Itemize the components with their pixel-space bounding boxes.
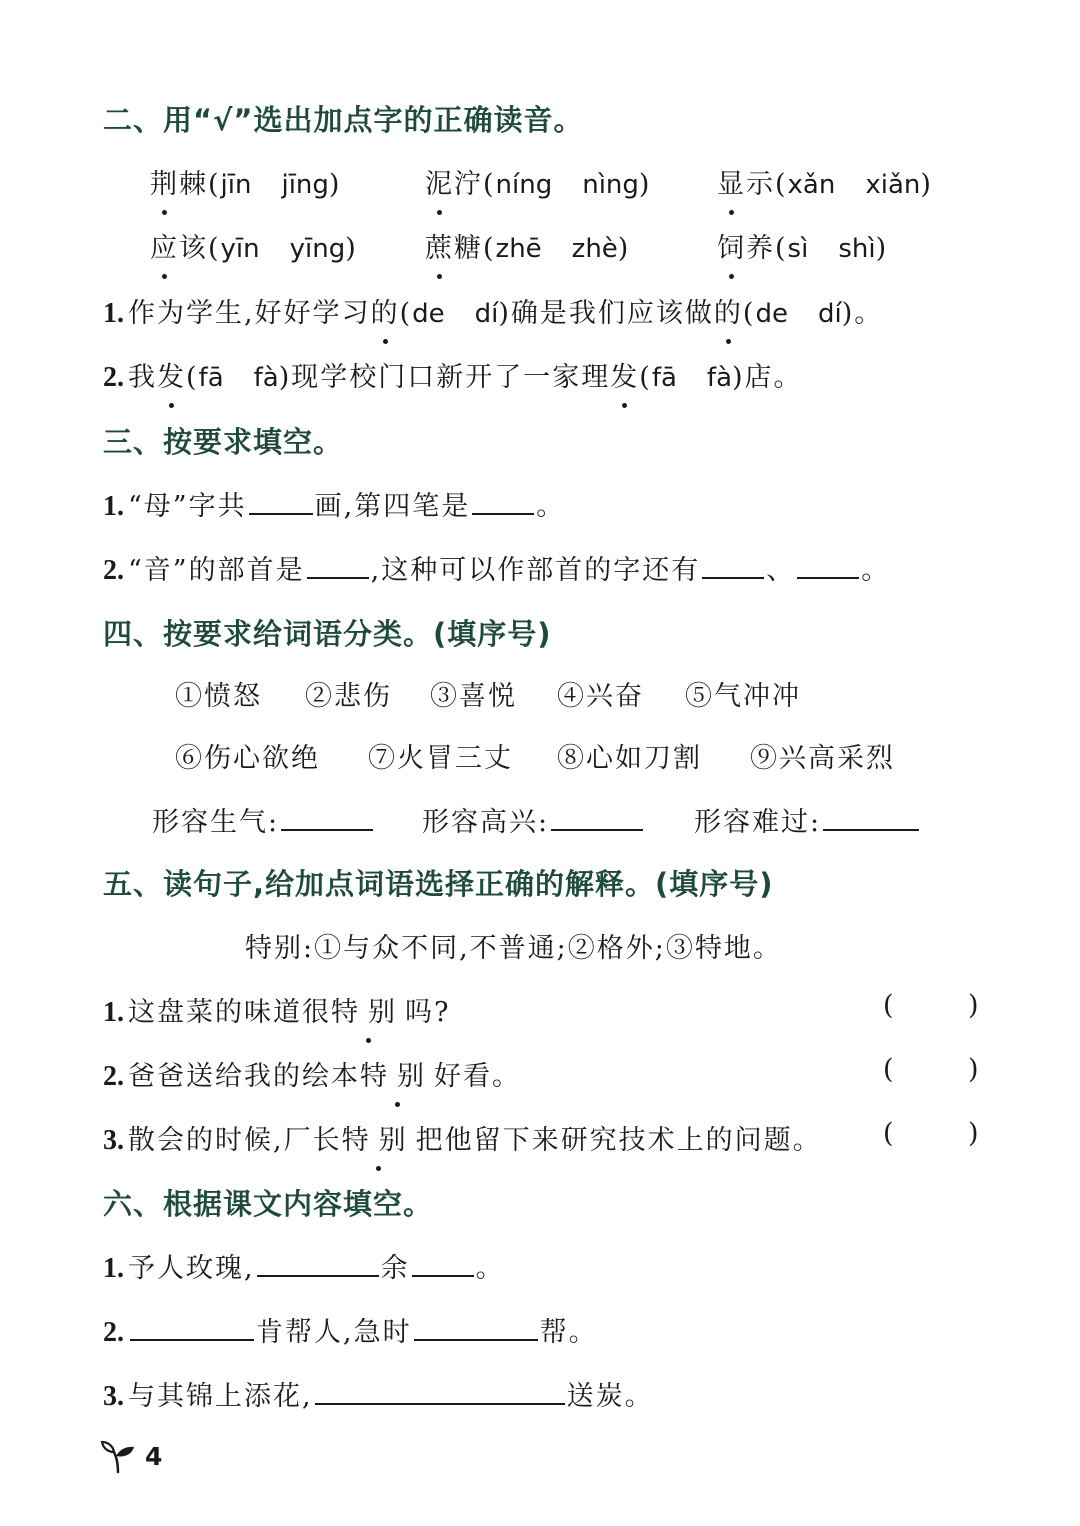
pinyin-option[interactable]: fà	[706, 363, 733, 393]
definition: 特别:①与众不同,不普通;②格外;③特地。	[245, 933, 782, 964]
category-sad: 形容难过:	[694, 800, 921, 839]
question: 2. 爸爸送给我的绘本特别好看。	[103, 1054, 521, 1093]
answer-blank[interactable]	[257, 1251, 379, 1277]
question: 2. 我发(fā fà)现学校门口新开了一家理发(fā fà)店。	[103, 355, 803, 394]
word-item: ⑤气冲冲	[685, 681, 801, 712]
answer-paren-close: )	[968, 990, 979, 1021]
question: 2. “音”的部首是 ,这种可以作部首的字还有 、 。	[103, 555, 891, 586]
dotted-char: 荆	[150, 162, 179, 201]
word-item: ④兴奋	[557, 681, 644, 712]
category-happy: 形容高兴:	[422, 800, 645, 839]
section-2-heading: 二、用“√”选出加点字的正确读音。	[103, 103, 584, 137]
dotted-char: 显	[717, 162, 746, 201]
answer-blank[interactable]	[414, 1315, 538, 1341]
pinyin-option[interactable]: shì	[838, 234, 876, 264]
word-item: ①愤怒	[175, 681, 262, 712]
pinyin-item: 荆棘(jīn jīng)	[150, 162, 341, 201]
pinyin-option[interactable]: xǎn	[787, 170, 836, 200]
pinyin-option[interactable]: fà	[253, 363, 279, 393]
pinyin-option[interactable]: dí	[474, 299, 499, 329]
pinyin-option[interactable]: fā	[198, 363, 224, 393]
question: 1. 予人玫瑰, 余 。	[103, 1253, 505, 1284]
word-item: ③喜悦	[430, 681, 517, 712]
pinyin-option[interactable]: dí	[817, 299, 842, 329]
pinyin-item: 饲养(sì shì)	[717, 226, 888, 265]
dotted-char: 饲	[717, 226, 746, 265]
word-item: ⑨兴高采烈	[750, 743, 895, 774]
pinyin-item: 泥泞(níng nìng)	[425, 162, 651, 201]
pinyin-option[interactable]: níng	[495, 170, 553, 200]
word-item: ⑦火冒三丈	[368, 743, 513, 774]
question: 1. 作为学生,好好学习的(de dí)确是我们应该做的(de dí)。	[103, 291, 883, 330]
dotted-word: 特别	[342, 1118, 416, 1157]
dotted-char: 蔗	[425, 226, 454, 265]
dotted-char: 泥	[425, 162, 454, 201]
category-angry: 形容生气:	[152, 800, 375, 839]
answer-blank[interactable]	[307, 553, 369, 579]
section-5-heading: 五、读句子,给加点词语选择正确的解释。(填序号)	[103, 867, 774, 901]
pinyin-item: 蔗糖(zhē zhè)	[425, 226, 630, 265]
section-3-heading: 三、按要求填空。	[103, 425, 344, 459]
dotted-char: 的	[714, 291, 743, 330]
section-6-heading: 六、根据课文内容填空。	[103, 1187, 434, 1221]
section-4-heading: 四、按要求给词语分类。(填序号)	[103, 617, 552, 651]
word-item: ⑧心如刀割	[557, 743, 702, 774]
sprout-icon	[100, 1438, 136, 1474]
pinyin-option[interactable]: xiǎn	[865, 170, 921, 200]
question: 3. 散会的时候,厂长特别把他留下来研究技术上的问题。	[103, 1118, 822, 1157]
pinyin-option[interactable]: nìng	[582, 170, 639, 200]
answer-blank[interactable]	[315, 1379, 565, 1405]
answer-blank[interactable]	[702, 553, 764, 579]
answer-blank[interactable]	[281, 805, 373, 831]
answer-paren-open: (	[883, 1118, 894, 1149]
answer-blank[interactable]	[823, 805, 919, 831]
answer-blank[interactable]	[472, 489, 534, 515]
dotted-word: 特别	[360, 1054, 434, 1093]
pinyin-option[interactable]: de	[412, 299, 445, 329]
answer-paren-close: )	[968, 1118, 979, 1149]
pinyin-option[interactable]: fā	[651, 363, 677, 393]
pinyin-option[interactable]: zhē	[495, 234, 542, 264]
question: 1. “母”字共 画,第四笔是 。	[103, 491, 566, 522]
pinyin-option[interactable]: sì	[787, 234, 809, 264]
dotted-char: 的	[371, 291, 400, 330]
question: 1. 这盘菜的味道很特别吗?	[103, 990, 450, 1029]
pinyin-option[interactable]: de	[755, 299, 788, 329]
answer-paren-close: )	[968, 1054, 979, 1085]
answer-blank[interactable]	[249, 489, 313, 515]
pinyin-option[interactable]: zhè	[571, 234, 618, 264]
dotted-word: 特别	[331, 990, 405, 1029]
pinyin-option[interactable]: jīn	[220, 170, 252, 200]
word-item: ②悲伤	[305, 681, 392, 712]
pinyin-option[interactable]: yīn	[220, 234, 260, 264]
page-number: 4	[145, 1442, 163, 1471]
answer-blank[interactable]	[551, 805, 643, 831]
question: 2. 肯帮人,急时 帮。	[103, 1317, 598, 1348]
question: 3. 与其锦上添花, 送炭。	[103, 1381, 654, 1412]
dotted-char: 发	[610, 355, 639, 394]
answer-blank[interactable]	[797, 553, 859, 579]
pinyin-item: 显示(xǎn xiǎn)	[717, 162, 933, 201]
word-item: ⑥伤心欲绝	[175, 743, 320, 774]
pinyin-option[interactable]: jīng	[281, 170, 329, 200]
answer-blank[interactable]	[130, 1315, 254, 1341]
dotted-char: 应	[150, 226, 179, 265]
answer-blank[interactable]	[412, 1251, 474, 1277]
pinyin-option[interactable]: yīng	[289, 234, 346, 264]
dotted-char: 发	[157, 355, 186, 394]
answer-paren-open: (	[883, 1054, 894, 1085]
answer-paren-open: (	[883, 990, 894, 1021]
pinyin-item: 应该(yīn yīng)	[150, 226, 358, 265]
